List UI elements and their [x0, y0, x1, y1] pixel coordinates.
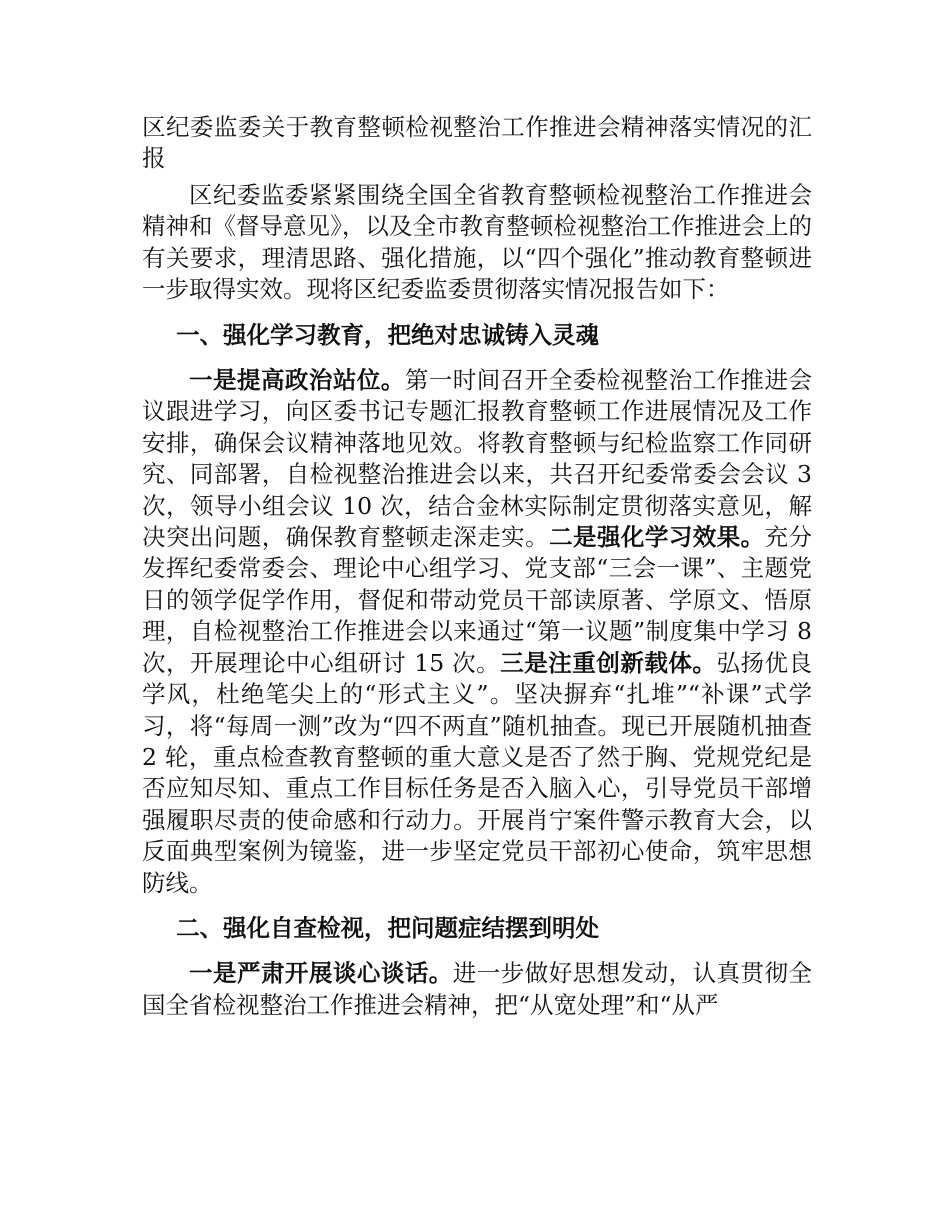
section-2-text-1: 进一步做好思想发动，认真贯彻全国全省检视整治工作推进会精神，把“从宽处理”和“从严: [142, 959, 813, 1019]
section-1-heading: 一、强化学习教育，把绝对忠诚铸入灵魂: [176, 320, 600, 349]
section-1-lead-2: 二是强化学习效果。: [549, 523, 765, 552]
section-1-text-3: 弘扬优良学风，杜绝笔尖上的“形式主义”。坚决摒弃“扎堆”“补课”式学习，将“每周一测”改为“四不两直”随机抽查。现已开展随机抽查 2 轮，重点检查教育整顿的重大意义是否了然于胸、党规党纪是否应知尽知、重点工作目标任务是否入脑入心，引导党员干部增强履职尽责的使命感和行动力。开展肖宁案件警示教育大会，以反面典型案例为镜鉴，进一步坚定党员干部初心使命，筑牢思想防线。: [142, 648, 813, 897]
section-1-text-1: 第一时间召开全委检视整治工作推进会议跟进学习，向区委书记专题汇报教育整顿工作进展情况及工作安排，确保会议精神落地见效。将教育整顿与纪检监察工作同研究、同部署，自检视整治推进会以来，共召开纪委常委会会议 3 次，领导小组会议 10 次，结合金林实际制定贯彻落实意见，解决突出问题，确保教育整顿走深走实。: [142, 366, 813, 552]
section-1-text-2: 充分发挥纪委常委会、理论中心组学习、党支部“三会一课”、主题党日的领学促学作用，督促和带动党员干部读原著、学原文、悟原理，自检视整治工作推进会以来通过“第一议题”制度集中学习 8 次，开展理论中心组研讨 15 次。: [142, 523, 813, 677]
section-2-paragraph: [142, 958, 812, 1021]
section-2-heading: 二、强化自查检视，把问题症结摆到明处: [176, 913, 600, 942]
section-2-lead-1: 一是严肃开展谈心谈话。: [189, 959, 453, 988]
document-title: 区纪委监委关于教育整顿检视整治工作推进会精神落实情况的汇报: [142, 113, 812, 172]
section-1-paragraph: [142, 365, 812, 899]
document-page: [142, 112, 812, 1035]
intro-paragraph: 区纪委监委紧紧围绕全国全省教育整顿检视整治工作推进会精神和《督导意见》，以及全市教育整顿检视整治工作推进会上的有关要求，理清思路、强化措施，以“四个强化”推动教育整顿进一步取得实效。现将区纪委监委贯彻落实情况报告如下：: [142, 181, 812, 304]
section-1-lead-3: 三是注重创新载体。: [500, 648, 717, 677]
section-1-lead-1: 一是提高政治站位。: [189, 366, 405, 395]
